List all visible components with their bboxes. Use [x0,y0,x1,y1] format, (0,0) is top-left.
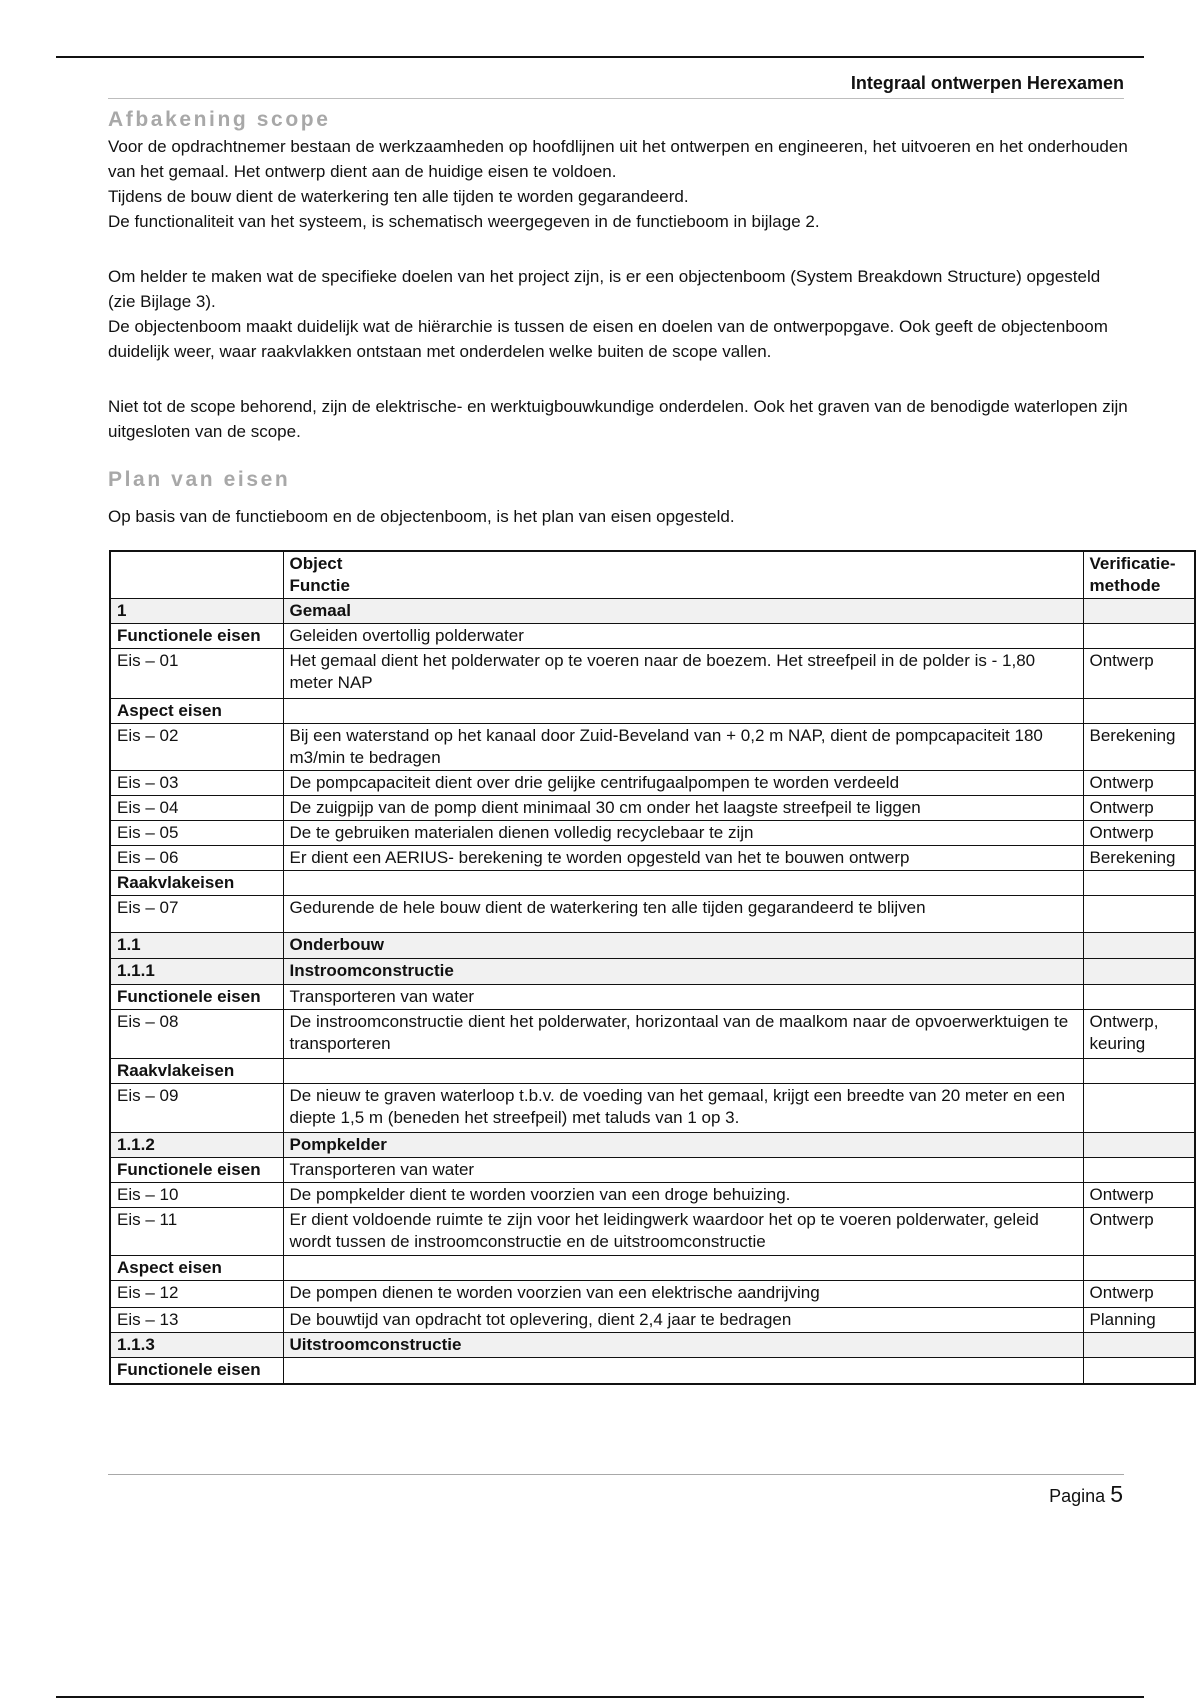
table-row [110,771,1195,796]
row-method [1083,1158,1195,1183]
table-row [110,649,1195,699]
table-row [110,871,1195,896]
row-id: Raakvlakeisen [110,871,283,896]
row-method [1083,933,1195,959]
row-text [283,1256,1083,1281]
row-method [1083,599,1195,624]
row-text [283,1059,1083,1084]
row-id: Eis – 01 [110,649,283,699]
row-method [1083,1358,1195,1384]
row-method [1083,1256,1195,1281]
row-text: De nieuw te graven waterloop t.b.v. de voeding van het gemaal, krijgt een breedte van 20 meter en een diepte 1,5 m (beneden het streefpeil) met taluds van 1 op 3. [283,1084,1083,1133]
verification-label-1: Verificatie- [1089,554,1176,573]
row-id: Functionele eisen [110,624,283,649]
row-method [1083,1059,1195,1084]
row-id: Eis – 09 [110,1084,283,1133]
paragraph: Voor de opdrachtnemer bestaan de werkzaamheden op hoofdlijnen uit het ontwerpen en engineeren, het uitvoeren en het onderhouden van het gemaal. Het ontwerp dient aan de huidige eisen te voldoen. [108,137,1128,181]
table-row [110,933,1195,959]
footer-divider [108,1474,1124,1475]
table-row [110,1358,1195,1384]
page-number: 5 [1110,1481,1123,1507]
row-text: Er dient voldoende ruimte te zijn voor het leidingwerk waardoor het op te voeren polderwater, geleid wordt tussen de instroomconstructie en de uitstroomconstructie [283,1208,1083,1256]
row-text: Er dient een AERIUS- berekening te worden opgesteld van het te bouwen ontwerp [283,846,1083,871]
table-row [110,1281,1195,1308]
row-method [1083,624,1195,649]
table-row [110,959,1195,985]
table-row [110,846,1195,871]
table-row [110,699,1195,724]
row-text [283,699,1083,724]
table-row [110,821,1195,846]
page-footer [1049,1481,1123,1508]
table-header-verification [1083,551,1195,599]
row-method [1083,985,1195,1010]
table-row [110,599,1195,624]
row-method [1083,1133,1195,1158]
row-text: Bij een waterstand op het kanaal door Zuid-Beveland van + 0,2 m NAP, dient de pompcapaciteit 180 m3/min te bedragen [283,724,1083,771]
paragraph: Niet tot de scope behorend, zijn de elektrische- en werktuigbouwkundige onderdelen. Ook het graven van de benodigde waterlopen zijn uitgesloten van de scope. [108,397,1128,441]
section-heading-requirements: Plan van eisen [108,468,291,491]
header-divider [108,98,1124,99]
row-text: Gemaal [283,599,1083,624]
row-method [1083,1333,1195,1358]
row-text [283,871,1083,896]
row-id: Aspect eisen [110,1256,283,1281]
requirements-table [109,550,1196,1385]
row-text: Geleiden overtollig polderwater [283,624,1083,649]
row-id: Eis – 03 [110,771,283,796]
row-method: Ontwerp [1083,796,1195,821]
row-text: De zuigpijp van de pomp dient minimaal 30 cm onder het laagste streefpeil te liggen [283,796,1083,821]
paragraph: Om helder te maken wat de specifieke doelen van het project zijn, is er een objectenboom (System Breakdown Structure) opgesteld (zie Bijlage 3). [108,267,1101,311]
row-id: Eis – 12 [110,1281,283,1308]
row-text: Het gemaal dient het polderwater op te voeren naar de boezem. Het streefpeil in de polder is - 1,80 meter NAP [283,649,1083,699]
row-id: Functionele eisen [110,1358,283,1384]
row-text: Onderbouw [283,933,1083,959]
row-id: Eis – 08 [110,1010,283,1059]
table-header-object [283,551,1083,599]
row-id: Raakvlakeisen [110,1059,283,1084]
row-id: 1.1.1 [110,959,283,985]
table-row [110,1308,1195,1333]
function-label: Functie [289,576,350,595]
top-rule [56,56,1144,58]
table-header-row [110,551,1195,599]
row-text: De instroomconstructie dient het polderwater, horizontaal van de maalkom naar de opvoerwerktuigen te transporteren [283,1010,1083,1059]
row-method: Berekening [1083,846,1195,871]
row-text: De pompen dienen te worden voorzien van een elektrische aandrijving [283,1281,1083,1308]
row-method: Berekening [1083,724,1195,771]
header-title: Integraal ontwerpen Herexamen [850,73,1124,93]
row-method: Ontwerp, keuring [1083,1010,1195,1059]
section-heading-scope: Afbakening scope [108,108,331,131]
row-text: De pompkelder dient te worden voorzien van een droge behuizing. [283,1183,1083,1208]
requirements-intro: Op basis van de functieboom en de objectenboom, is het plan van eisen opgesteld. [108,507,735,526]
row-id: Eis – 11 [110,1208,283,1256]
scope-block-2 [108,264,1128,364]
table-row [110,1084,1195,1133]
row-text: De te gebruiken materialen dienen volledig recyclebaar te zijn [283,821,1083,846]
row-method [1083,959,1195,985]
scope-block-1 [108,134,1128,234]
table-row [110,624,1195,649]
row-id: Eis – 05 [110,821,283,846]
row-method [1083,896,1195,933]
row-text: Transporteren van water [283,1158,1083,1183]
table-row [110,896,1195,933]
row-id: Eis – 07 [110,896,283,933]
table-row [110,1333,1195,1358]
table-row [110,724,1195,771]
table-header-cell [110,551,283,599]
row-id: Aspect eisen [110,699,283,724]
row-text: De pompcapaciteit dient over drie gelijke centrifugaalpompen te worden verdeeld [283,771,1083,796]
row-method: Planning [1083,1308,1195,1333]
verification-label-2: methode [1089,576,1161,595]
paragraph: De functionaliteit van het systeem, is schematisch weergegeven in de functieboom in bijlage 2. [108,212,820,231]
row-method: Ontwerp [1083,649,1195,699]
row-text [283,1358,1083,1384]
table-row [110,1256,1195,1281]
bottom-rule [56,1696,1144,1698]
row-method: Ontwerp [1083,1208,1195,1256]
row-id: 1.1 [110,933,283,959]
row-method: Ontwerp [1083,1281,1195,1308]
row-method: Ontwerp [1083,771,1195,796]
row-text: Uitstroomconstructie [283,1333,1083,1358]
row-id: 1.1.3 [110,1333,283,1358]
table-row [110,1059,1195,1084]
row-id: Functionele eisen [110,985,283,1010]
paragraph: Tijdens de bouw dient de waterkering ten alle tijden te worden gegarandeerd. [108,187,689,206]
row-id: Eis – 10 [110,1183,283,1208]
row-method [1083,1084,1195,1133]
table-row [110,1158,1195,1183]
row-text: De bouwtijd van opdracht tot oplevering, dient 2,4 jaar te bedragen [283,1308,1083,1333]
row-id: Eis – 13 [110,1308,283,1333]
row-id: 1.1.2 [110,1133,283,1158]
row-method: Ontwerp [1083,1183,1195,1208]
row-method: Ontwerp [1083,821,1195,846]
row-text: Pompkelder [283,1133,1083,1158]
object-label: Object [289,554,343,573]
row-text: Transporteren van water [283,985,1083,1010]
table-row [110,1208,1195,1256]
scope-block-3 [108,394,1128,444]
table-row [110,1010,1195,1059]
row-text: Gedurende de hele bouw dient de waterkering ten alle tijden gegarandeerd te blijven [283,896,1083,933]
paragraph: De objectenboom maakt duidelijk wat de hiërarchie is tussen de eisen en doelen van de ontwerpopgave. Ook geeft de objectenboom duidelijk weer, waar raakvlakken ontstaan met onderdelen welke buiten de scope vallen. [108,317,1108,361]
table-row [110,985,1195,1010]
table-row [110,1183,1195,1208]
row-id: Functionele eisen [110,1158,283,1183]
table-row [110,796,1195,821]
row-method [1083,699,1195,724]
row-id: 1 [110,599,283,624]
table-row [110,1133,1195,1158]
row-method [1083,871,1195,896]
row-id: Eis – 04 [110,796,283,821]
page-label: Pagina [1049,1486,1106,1506]
row-id: Eis – 02 [110,724,283,771]
row-id: Eis – 06 [110,846,283,871]
row-text: Instroomconstructie [283,959,1083,985]
